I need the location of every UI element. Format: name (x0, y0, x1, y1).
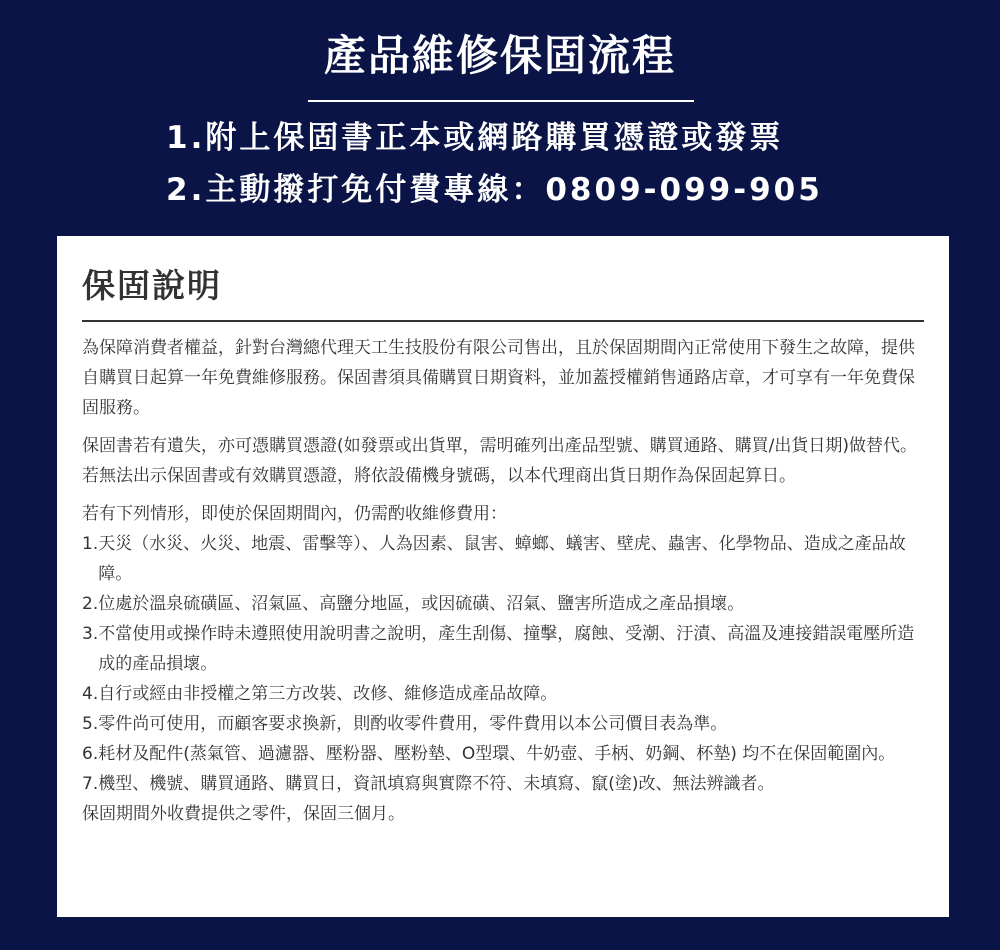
list-item-text: 機型、機號、購買通路、購買日，資訊填寫與實際不符、未填寫、竄(塗)改、無法辨識者。 (98, 774, 775, 794)
step-text: 附上保固書正本或網路購買憑證或發票 (205, 120, 784, 156)
paragraph-conditions-intro: 若有下列情形，即使於保固期間內，仍需酌收維修費用： (82, 504, 507, 524)
list-item-number: 3. (82, 624, 99, 644)
list-item-text: 零件尚可使用，而顧客要求換新，則酌收零件費用，零件費用以本公司價目表為準。 (98, 714, 728, 734)
card-body (82, 333, 927, 829)
card-divider (82, 320, 924, 322)
list-item-text: 天災（水災、火災、地震、雷擊等）、人為因素、鼠害、蟑螂、蟻害、壁虎、蟲害、化學物品、造成之產品故障。 (98, 534, 906, 584)
list-item (82, 529, 927, 589)
warranty-card (57, 236, 949, 917)
paragraph-warranty-terms: 為保障消費者權益，針對台灣總代理天工生技股份有限公司售出，且於保固期間內正常使用下發生之故障，提供自購買日起算一年免費維修服務。保固書須具備購買日期資料，並加蓋授權銷售通路店章，才可享有一年免費保固服務。 (82, 338, 915, 418)
list-item-number: 7. (82, 774, 99, 794)
list-item (82, 709, 927, 739)
list-item-text: 不當使用或操作時未遵照使用說明書之說明，產生刮傷、撞擊，腐蝕、受潮、汙漬、高溫及連接錯誤電壓所造成的產品損壞。 (98, 624, 915, 674)
list-item-number: 1. (82, 534, 99, 554)
list-item-number: 4. (82, 684, 99, 704)
step-text: 主動撥打免付費專線：0809-099-905 (205, 172, 823, 208)
step-number: 1. (166, 120, 206, 156)
list-item-number: 2. (82, 594, 99, 614)
list-item-text: 耗材及配件(蒸氣管、過濾器、壓粉器、壓粉墊、O型環、牛奶壺、手柄、奶鋼、杯墊) 均不在保固範圍內。 (98, 744, 896, 764)
process-step-1 (166, 118, 866, 158)
list-item-number: 6. (82, 744, 99, 764)
conditions-list (82, 529, 927, 799)
title-divider (308, 100, 694, 102)
list-item (82, 679, 927, 709)
list-item (82, 739, 927, 769)
list-item (82, 589, 927, 619)
list-item-number: 5. (82, 714, 99, 734)
step-number: 2. (166, 172, 206, 208)
list-item (82, 619, 927, 679)
process-step-2 (166, 170, 866, 210)
list-item-text: 位處於溫泉硫磺區、沼氣區、高鹽分地區，或因硫磺、沼氣、鹽害所造成之產品損壞。 (98, 594, 745, 614)
page-title: 產品維修保固流程 (323, 31, 676, 80)
card-title: 保固說明 (82, 266, 222, 305)
paragraph-lost-warranty: 保固書若有遺失，亦可憑購買憑證(如發票或出貨單，需明確列出產品型號、購買通路、購買/出貨日期)做替代。若無法出示保固書或有效購買憑證，將依設備機身號碼，以本代理商出貨日期作為保固起算日。 (82, 436, 917, 486)
list-item (82, 769, 927, 799)
paragraph-out-of-warranty: 保固期間外收費提供之零件，保固三個月。 (82, 804, 405, 824)
list-item-text: 自行或經由非授權之第三方改裝、改修、維修造成產品故障。 (98, 684, 558, 704)
header-banner (0, 0, 1000, 236)
